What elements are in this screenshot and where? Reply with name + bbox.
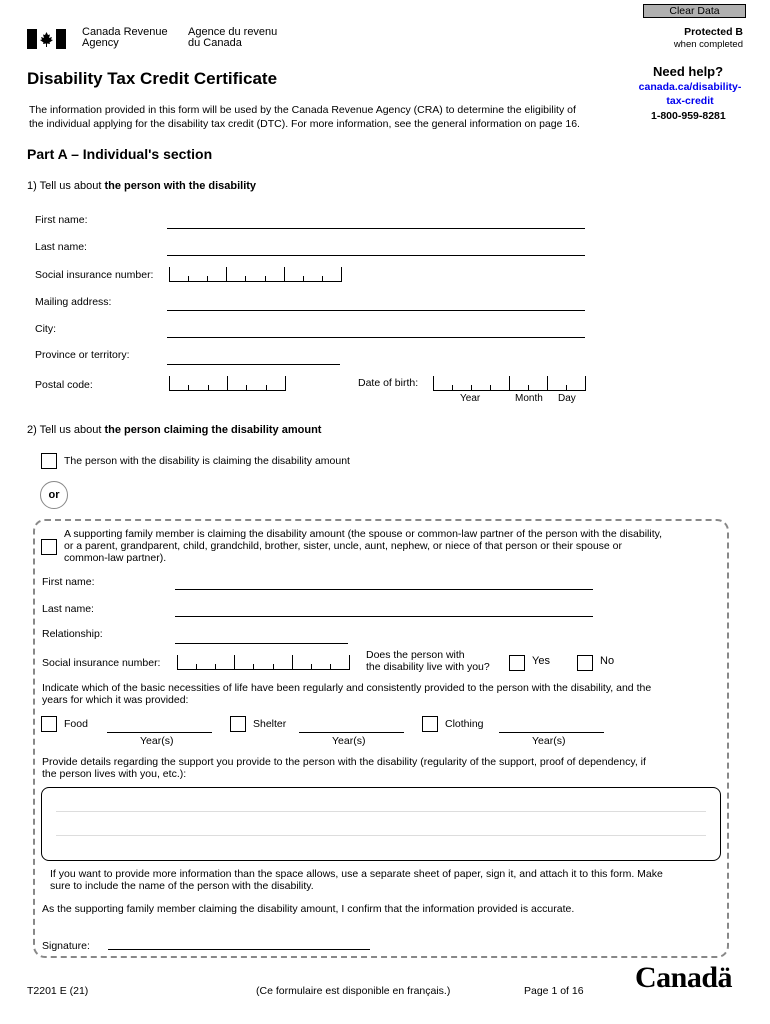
dob-day-label: Day	[558, 393, 576, 404]
question-1: 1) Tell us about the person with the disability	[27, 180, 257, 192]
part-a-heading: Part A – Individual's section	[27, 146, 213, 162]
postal-code-field[interactable]	[169, 376, 285, 391]
dob-month-label: Month	[515, 393, 543, 404]
page-number: Page 1 of 16	[524, 985, 584, 997]
family-claim-label: A supporting family member is claiming the disability amount (the spouse or common-law partner of the person with the disability, or a parent, grandparent, child, grandchild, brother, sister, uncle, aunt, nephew, or niece of that person or their spouse or common-law partner).	[64, 528, 662, 564]
city-field[interactable]	[167, 337, 585, 338]
food-label: Food	[64, 718, 88, 730]
question-2: 2) Tell us about the person claiming the disability amount	[27, 424, 322, 436]
sin-label: Social insurance number:	[35, 269, 154, 281]
page-title: Disability Tax Credit Certificate	[27, 69, 278, 88]
dob-label: Date of birth:	[358, 377, 419, 389]
help-phone: 1-800-959-8281	[651, 110, 726, 122]
self-claim-label: The person with the disability is claiming the disability amount	[64, 455, 350, 467]
more-info-text: If you want to provide more information than the space allows, use a separate sheet of paper, sign it, and attach it to this form. Make sure to include the name of the person with the disability.	[50, 868, 663, 892]
province-label: Province or territory:	[35, 349, 130, 361]
shelter-years-label: Year(s)	[332, 735, 366, 747]
food-checkbox[interactable]	[41, 716, 57, 732]
family-member-section	[33, 519, 729, 958]
lives-with-yes-label: Yes	[532, 655, 550, 667]
protected-label: Protected B	[684, 26, 743, 38]
clothing-years-label: Year(s)	[532, 735, 566, 747]
family-last-name-label: Last name:	[42, 603, 94, 615]
need-help-heading: Need help?	[653, 64, 724, 79]
sin-field[interactable]	[169, 267, 341, 282]
family-sin-label: Social insurance number:	[42, 657, 161, 669]
lives-with-yes-checkbox[interactable]	[509, 655, 525, 671]
family-first-name-label: First name:	[42, 576, 95, 588]
details-text: Provide details regarding the support you provide to the person with the disability (regularity of the support, proof of dependency, if the person lives with you, etc.):	[42, 756, 646, 780]
necessities-text: Indicate which of the basic necessities of life have been regularly and consistently provided to the person with the disability, and the years for which it was provided:	[42, 682, 652, 706]
shelter-label: Shelter	[253, 718, 287, 730]
confirm-text: As the supporting family member claiming the disability amount, I confirm that the information provided is accurate.	[42, 903, 575, 915]
province-field[interactable]	[167, 364, 340, 365]
lives-with-label: Does the person with the disability live with you?	[366, 649, 490, 673]
or-badge: or	[40, 481, 68, 509]
clear-data-button[interactable]: Clear Data	[643, 4, 746, 18]
details-textarea[interactable]	[41, 787, 721, 861]
form-number: T2201 E (21)	[27, 985, 89, 997]
first-name-field[interactable]	[167, 228, 585, 229]
signature-label: Signature:	[42, 940, 90, 952]
shelter-checkbox[interactable]	[230, 716, 246, 732]
city-label: City:	[35, 323, 56, 335]
last-name-field[interactable]	[167, 255, 585, 256]
intro-text: The information provided in this form will be used by the Canada Revenue Agency (CRA) to determine the eligibility of the individual applying for the disability tax credit (DTC). For more information, see the general information on page 16.	[29, 104, 580, 130]
clothing-years-field[interactable]	[499, 732, 604, 733]
last-name-label: Last name:	[35, 241, 87, 253]
food-years-field[interactable]	[107, 732, 212, 733]
when-completed-label: when completed	[673, 39, 743, 50]
family-last-name-field[interactable]	[175, 616, 593, 617]
dob-field[interactable]	[433, 376, 585, 391]
mailing-address-field[interactable]	[167, 310, 585, 311]
first-name-label: First name:	[35, 214, 88, 226]
self-claim-checkbox[interactable]	[41, 453, 57, 469]
signature-field[interactable]	[108, 949, 370, 950]
canada-wordmark: Canadä	[635, 961, 733, 994]
lives-with-no-label: No	[600, 655, 615, 667]
dob-year-label: Year	[460, 393, 481, 404]
relationship-field[interactable]	[175, 643, 348, 644]
agency-name-fr: Agence du revenu du Canada	[188, 26, 278, 49]
family-claim-checkbox[interactable]	[41, 539, 57, 555]
lives-with-no-checkbox[interactable]	[577, 655, 593, 671]
french-note: (Ce formulaire est disponible en français.)	[256, 985, 451, 997]
help-link[interactable]: canada.ca/disability- tax-credit	[638, 81, 742, 107]
clothing-label: Clothing	[445, 718, 484, 730]
shelter-years-field[interactable]	[299, 732, 404, 733]
agency-name-en: Canada Revenue Agency	[82, 26, 168, 49]
clothing-checkbox[interactable]	[422, 716, 438, 732]
relationship-label: Relationship:	[42, 628, 103, 640]
postal-code-label: Postal code:	[35, 379, 93, 391]
canada-flag-icon	[27, 29, 66, 49]
mailing-address-label: Mailing address:	[35, 296, 112, 308]
family-first-name-field[interactable]	[175, 589, 593, 590]
food-years-label: Year(s)	[140, 735, 174, 747]
family-sin-field[interactable]	[177, 655, 349, 670]
